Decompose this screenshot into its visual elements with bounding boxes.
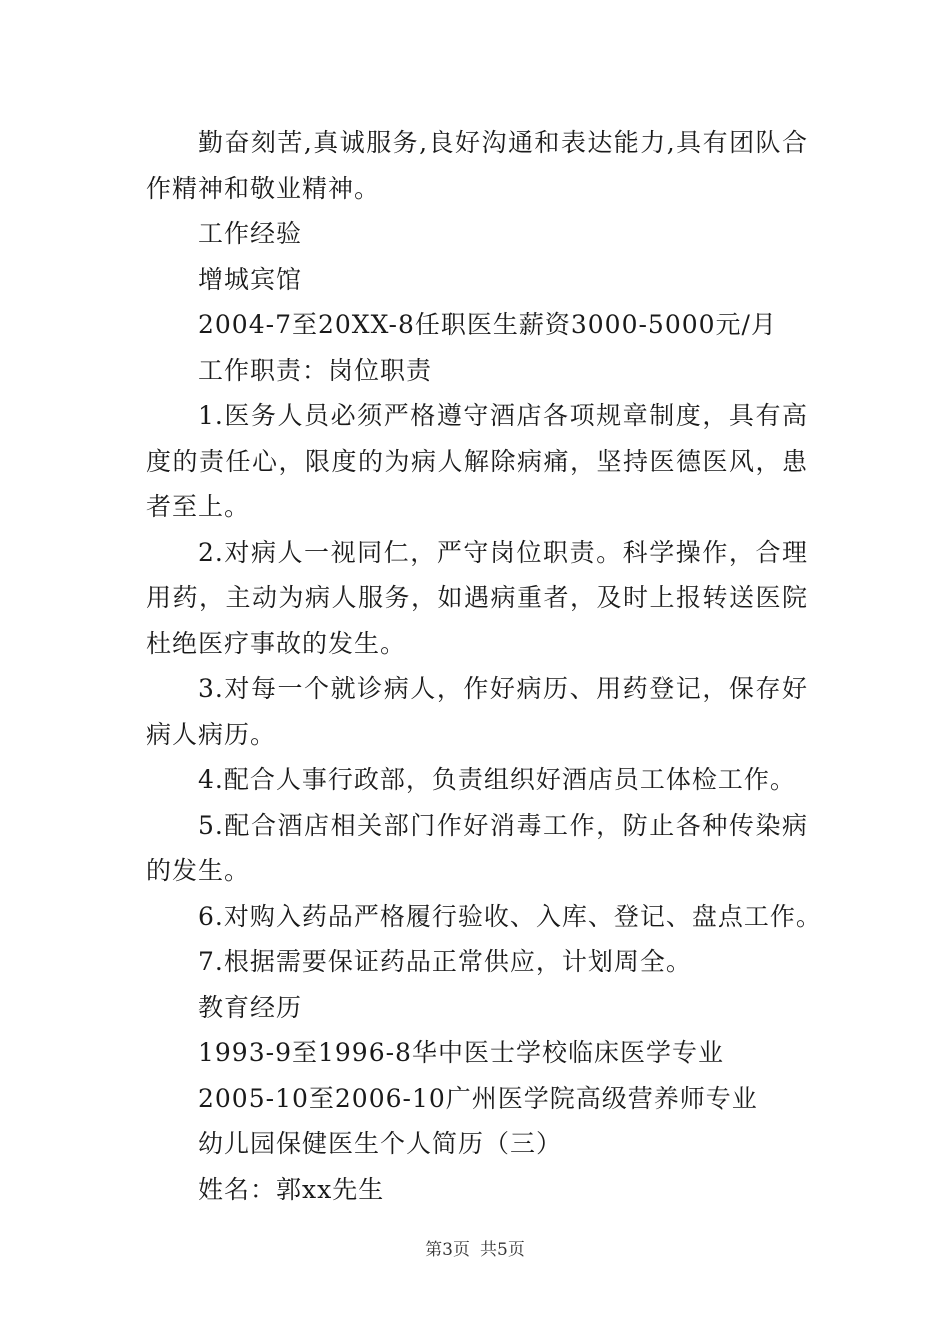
text-line: 增城宾馆 (198, 264, 303, 294)
text-line: 作精神和敬业精神。 (146, 173, 381, 203)
text-line: 工作职责：岗位职责 (198, 355, 433, 385)
document-body (146, 120, 822, 1212)
text-line: 1993-9至1996-8华中医士学校临床医学专业 (198, 1038, 724, 1067)
text-line: 2.对病人一视同仁，严守岗位职责。科学操作，合理 (198, 537, 808, 567)
page-number: 第3页 (425, 1240, 470, 1260)
text-line: 5.配合酒店相关部门作好消毒工作，防止各种传染病 (198, 810, 808, 840)
text-line: 7.根据需要保证药品正常供应，计划周全。 (198, 947, 692, 976)
text-line: 勤奋刻苦,真诚服务,良好沟通和表达能力,具有团队合 (198, 128, 808, 157)
text-line: 工作经验 (198, 219, 303, 248)
text-line: 教育经历 (198, 992, 303, 1022)
text-line: 的发生。 (146, 856, 251, 885)
text-line: 用药，主动为病人服务，如遇病重者，及时上报转送医院 (146, 583, 808, 612)
text-line: 度的责任心，限度的为病人解除病痛，坚持医德医风，患 (146, 446, 808, 476)
text-line: 者至上。 (146, 492, 251, 521)
text-line: 病人病历。 (146, 719, 277, 749)
text-line: 2005-10至2006-10广州医学院高级营养师专业 (198, 1083, 758, 1113)
text-line: 姓名：郭xx先生 (198, 1174, 385, 1204)
page-total: 共5页 (480, 1240, 525, 1260)
text-line: 2004-7至20XX-8任职医生薪资3000-5000元/月 (198, 310, 777, 339)
text-line: 杜绝医疗事故的发生。 (146, 628, 407, 658)
text-line: 幼儿园保健医生个人简历（三） (198, 1129, 563, 1158)
text-line: 1.医务人员必须严格遵守酒店各项规章制度，具有高 (198, 401, 808, 430)
text-line: 4.配合人事行政部，负责组织好酒店员工体检工作。 (198, 765, 796, 794)
text-line: 3.对每一个就诊病人，作好病历、用药登记，保存好 (198, 674, 808, 703)
text-line: 6.对购入药品严格履行验收、入库、登记、盘点工作。 (198, 901, 822, 931)
page-footer (0, 1238, 950, 1262)
